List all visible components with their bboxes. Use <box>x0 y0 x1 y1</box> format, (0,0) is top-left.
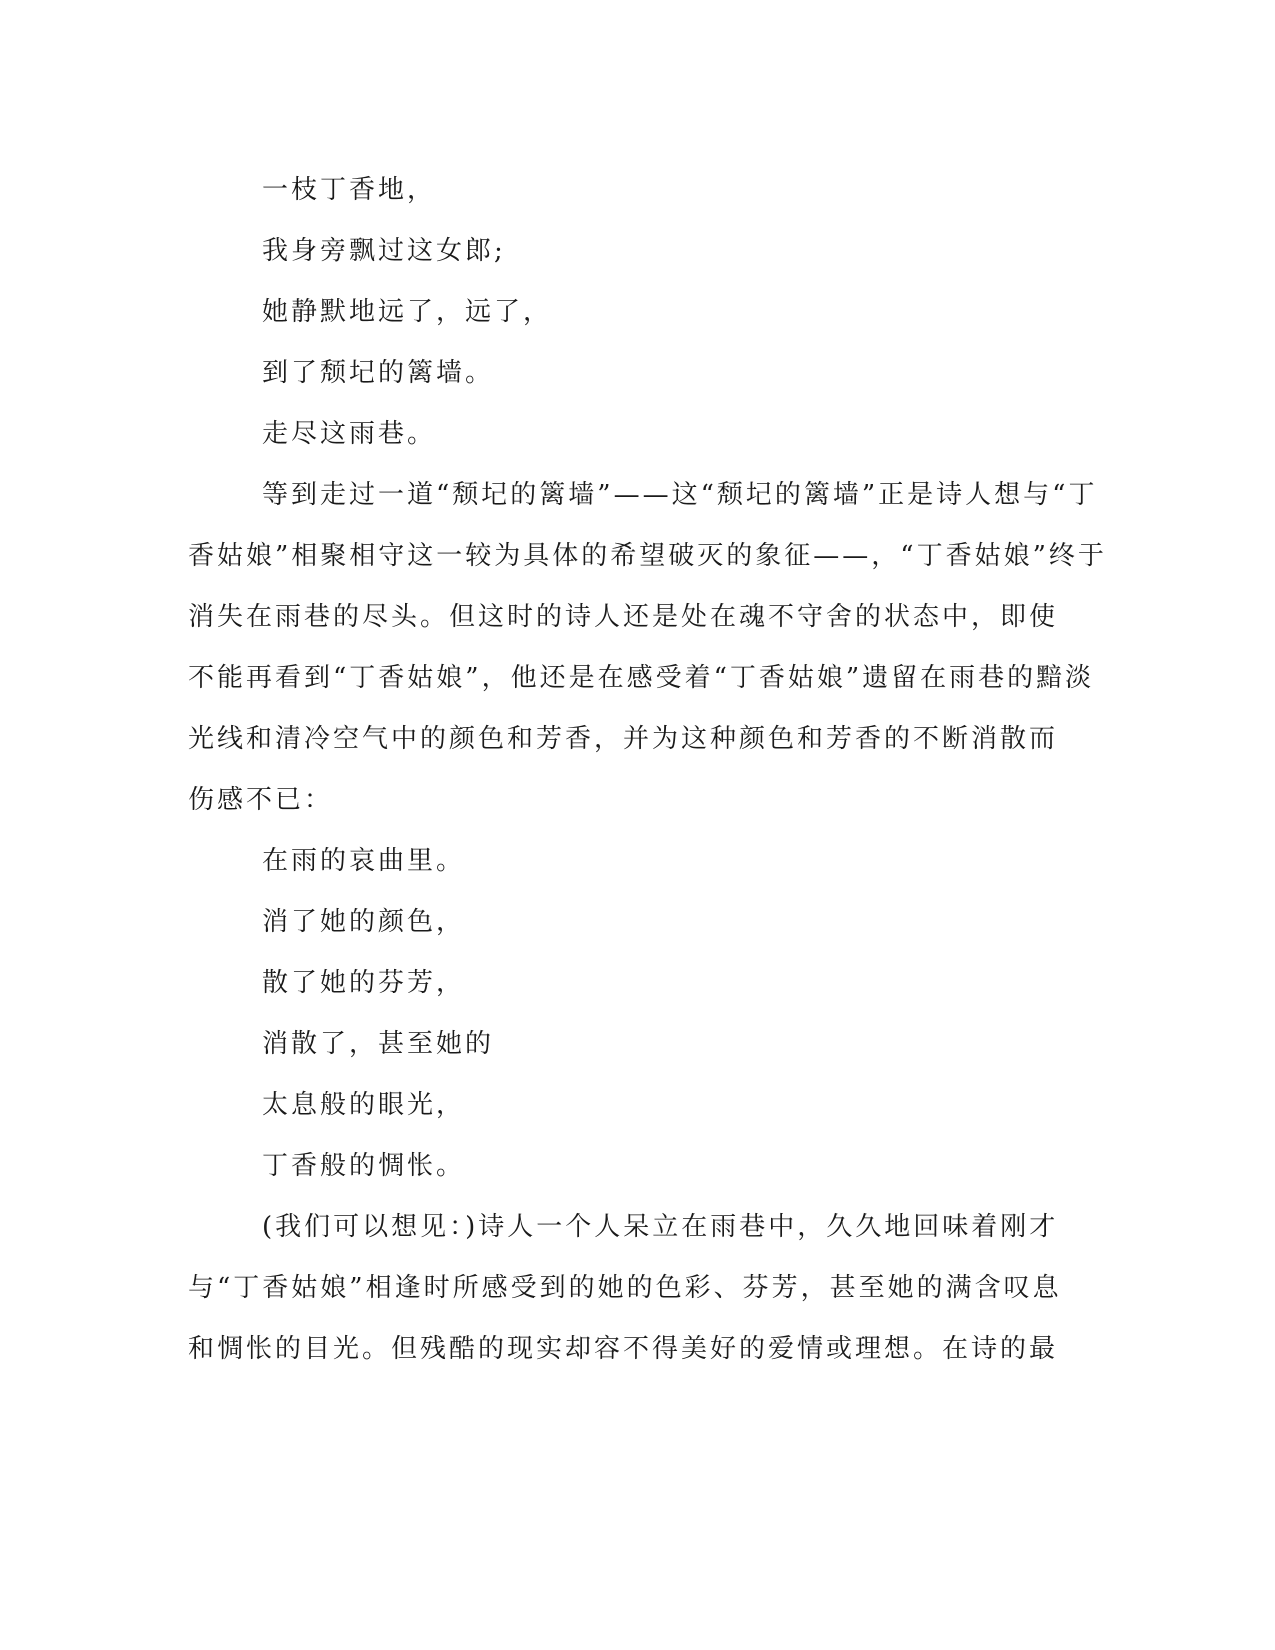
poem-line: 消散了，甚至她的 <box>262 1029 495 1059</box>
paragraph-line: 与“丁香姑娘”相逢时所感受到的她的色彩、芬芳，甚至她的满含叹息 <box>188 1273 1062 1303</box>
poem-line: 太息般的眼光， <box>262 1090 466 1120</box>
paragraph-line: 香姑娘”相聚相守这一较为具体的希望破灭的象征——，“丁香姑娘”终于 <box>188 541 1107 571</box>
poem-line: 走尽这雨巷。 <box>262 419 437 449</box>
paragraph-line: 不能再看到“丁香姑娘”，他还是在感受着“丁香姑娘”遗留在雨巷的黯淡 <box>188 663 1095 693</box>
poem-line: 消了她的颜色， <box>262 907 466 937</box>
poem-line: 一枝丁香地， <box>262 175 437 205</box>
paragraph-line: 和惆怅的目光。但残酷的现实却容不得美好的爱情或理想。在诗的最 <box>188 1334 1059 1364</box>
document-body <box>188 160 1107 1380</box>
poem-line: 在雨的哀曲里。 <box>262 846 466 876</box>
poem-line: 散了她的芬芳， <box>262 968 466 998</box>
paragraph-line: 等到走过一道“颓圮的篱墙”——这“颓圮的篱墙”正是诗人想与“丁 <box>262 480 1098 510</box>
paragraph-line: 光线和清冷空气中的颜色和芳香，并为这种颜色和芳香的不断消散而 <box>188 724 1059 754</box>
paragraph-line: 消失在雨巷的尽头。但这时的诗人还是处在魂不守舍的状态中，即使 <box>188 602 1059 632</box>
paragraph-line: (我们可以想见：)诗人一个人呆立在雨巷中，久久地回味着刚才 <box>262 1212 1059 1242</box>
paragraph-line: 伤感不已： <box>188 785 334 815</box>
poem-line: 丁香般的惆怅。 <box>262 1151 466 1181</box>
poem-line: 到了颓圮的篱墙。 <box>262 358 495 388</box>
poem-line: 我身旁飘过这女郎; <box>262 236 506 266</box>
poem-line: 她静默地远了，远了， <box>262 297 553 327</box>
